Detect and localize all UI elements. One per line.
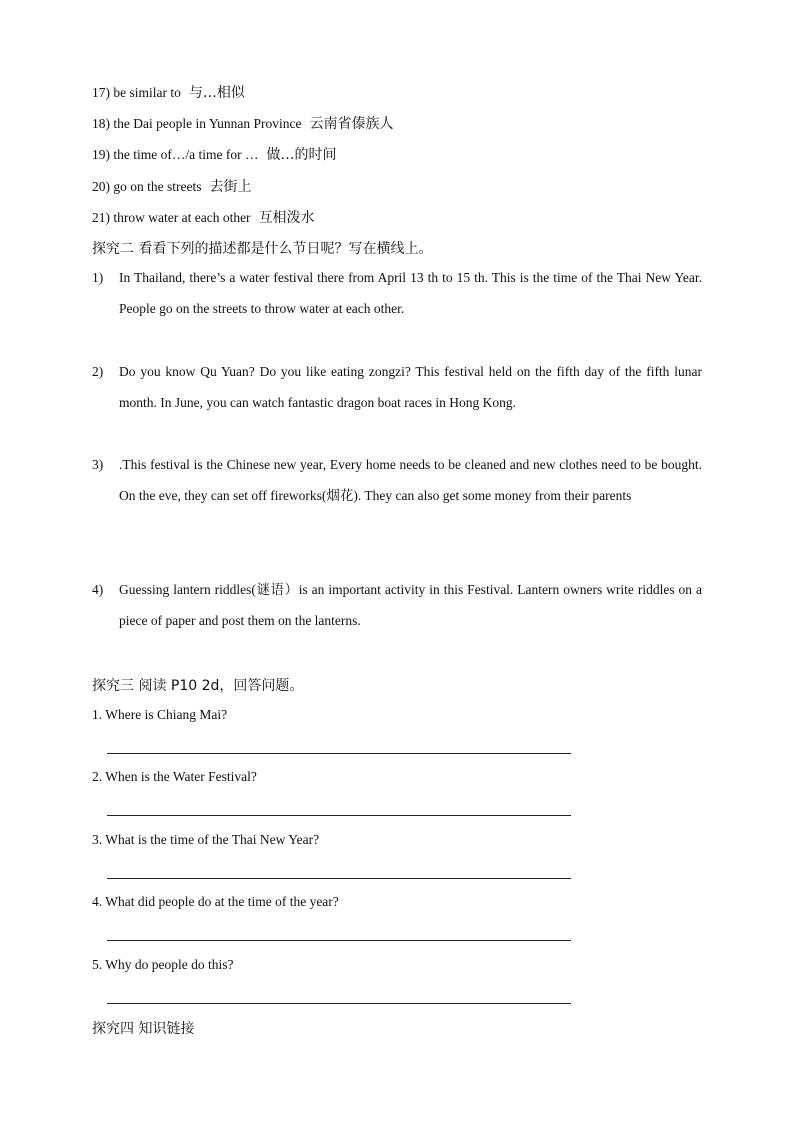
answer-line-4[interactable] — [107, 940, 571, 941]
item-text: In Thailand, there’s a water festival there from April 13 th to 15 th. This is the time of the Thai New Year. People go on the streets to throw water at each other. — [119, 270, 702, 316]
passage-item-1 — [92, 270, 702, 324]
question-2: 2. When is the Water Festival? — [92, 769, 257, 784]
answer-line-2[interactable] — [107, 815, 571, 816]
vocab-cn: 互相泼水 — [258, 210, 315, 226]
question-5: 5. Why do people do this? — [92, 957, 234, 972]
vocab-item-21 — [92, 207, 315, 227]
vocab-item-20 — [92, 176, 251, 196]
question-4: 4. What did people do at the time of the year? — [92, 894, 339, 909]
vocab-en: 17) be similar to — [92, 85, 181, 100]
item-text: Guessing lantern riddles(谜语）is an important activity in this Festival. Lantern owners write riddles on a piece of paper and post them on the lanterns. — [119, 582, 702, 628]
item-text: Do you know Qu Yuan? Do you like eating zongzi? This festival held on the fifth day of the fifth lunar month. In June, you can watch fantastic dragon boat races in Hong Kong. — [119, 364, 702, 410]
vocab-cn: 去街上 — [209, 179, 252, 195]
section4-title: 探究四 知识链接 — [92, 1021, 195, 1037]
question-3: 3. What is the time of the Thai New Year? — [92, 832, 320, 847]
passage-item-2 — [92, 364, 702, 418]
vocab-en: 20) go on the streets — [92, 179, 202, 194]
vocab-item-19 — [92, 144, 336, 164]
item-number: 4) — [92, 582, 104, 597]
item-number: 3) — [92, 457, 104, 472]
item-number: 1) — [92, 270, 104, 285]
answer-line-1[interactable] — [107, 753, 571, 754]
vocab-en: 18) the Dai people in Yunnan Province — [92, 116, 302, 131]
item-text: .This festival is the Chinese new year, Every home needs to be cleaned and new clothes need to be bought. On the eve, they can set off fireworks(烟花). They can also get some money from their parents — [119, 457, 702, 503]
passage-item-3 — [92, 457, 702, 511]
vocab-en: 21) throw water at each other — [92, 210, 251, 225]
vocab-item-18 — [92, 113, 393, 133]
answer-line-3[interactable] — [107, 878, 571, 879]
question-1: 1. Where is Chiang Mai? — [92, 707, 228, 722]
vocab-en: 19) the time of…/a time for … — [92, 147, 259, 162]
vocab-cn: 与…相似 — [188, 85, 245, 101]
answer-line-5[interactable] — [107, 1003, 571, 1004]
section3-title: 探究三 阅读 P10 2d，回答问题。 — [92, 678, 304, 694]
item-number: 2) — [92, 364, 104, 379]
vocab-cn: 云南省傣族人 — [309, 116, 394, 132]
vocab-item-17 — [92, 82, 245, 102]
passage-item-4 — [92, 582, 702, 636]
section2-title: 探究二 看看下列的描述都是什么节日呢？写在横线上。 — [92, 241, 433, 257]
vocab-cn: 做…的时间 — [266, 147, 337, 163]
